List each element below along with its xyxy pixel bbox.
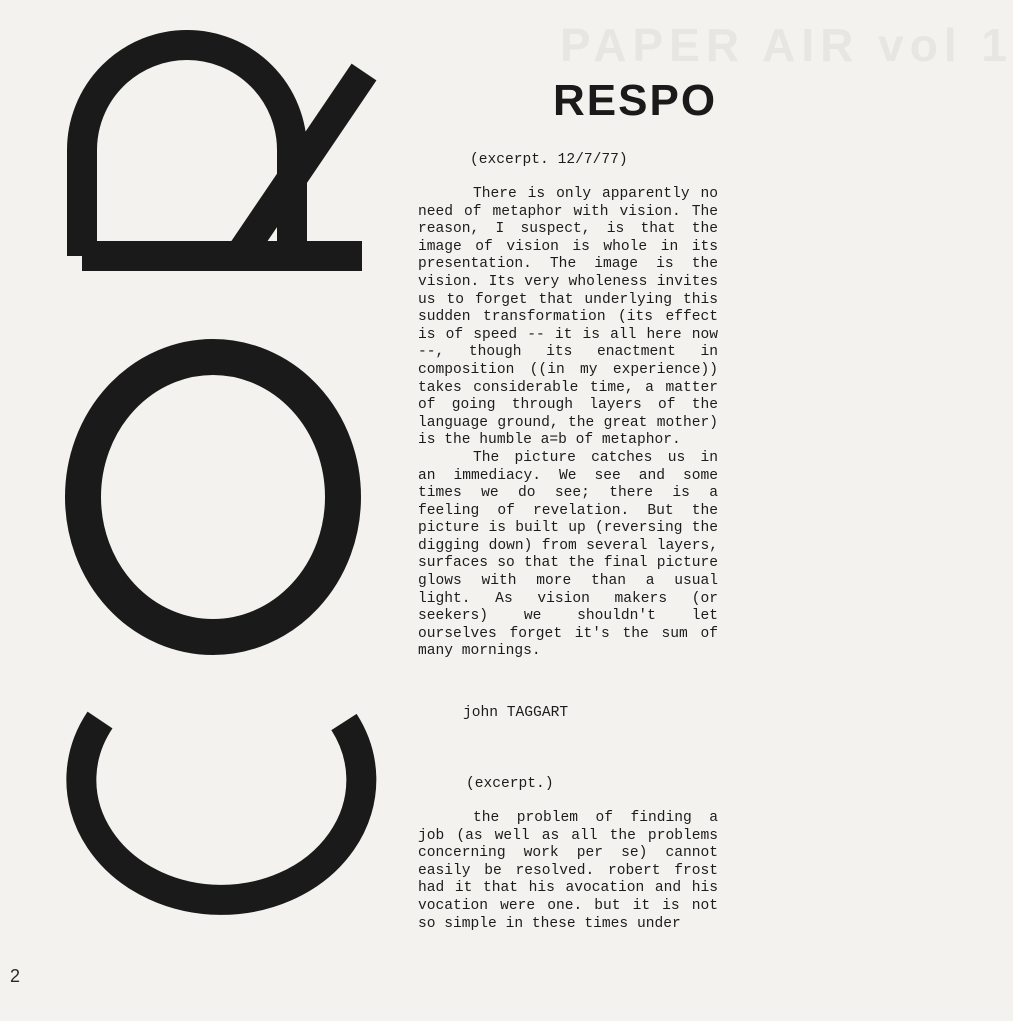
author-name: john TAGGART <box>463 705 569 721</box>
paragraph-1: There is only apparently no need of metaphor with vision. The reason, I suspect, is that the image of vision is whole in its presentation. The image is the vision. Its very wholeness invites us to forget that underlying this sudden transformation (its effect is of speed -- it is all here now --, though its enactment in composition ((in my experience)) takes considerable time, a matter of going through layers of the language ground, the great mother) is the humble a=b of metaphor. <box>418 186 718 449</box>
letter-c-glyph <box>81 720 361 900</box>
show-through-text: PAPER AIR vol 1 <box>560 19 1013 71</box>
text-column-2 <box>418 810 718 933</box>
header-word: RESPO <box>553 76 718 125</box>
excerpt-heading-2: (excerpt.) <box>466 776 554 792</box>
text-column-1 <box>418 186 718 661</box>
paragraph-2: The picture catches us in an immediacy. We see and some times we do see; there is a feeling of revelation. But the picture is built up (reversing the digging down) from several layers, surfaces so that the final picture glows with more than a usual light. As vision makers (or seekers) we shouldn't let ourselves forget it's the sum of many mornings. <box>418 449 718 660</box>
page-number: 2 <box>10 966 21 986</box>
vertical-title-cor <box>0 0 420 1016</box>
letter-r-glyph <box>82 45 364 256</box>
excerpt-heading-1: (excerpt. 12/7/77) <box>470 152 628 168</box>
letter-o-glyph <box>83 357 343 637</box>
paragraph-3: the problem of finding a job (as well as all the problems concerning work per se) cannot easily be resolved. robert frost had it that his avocation and his vocation were one. but it is not so simple in these times under <box>418 810 718 932</box>
